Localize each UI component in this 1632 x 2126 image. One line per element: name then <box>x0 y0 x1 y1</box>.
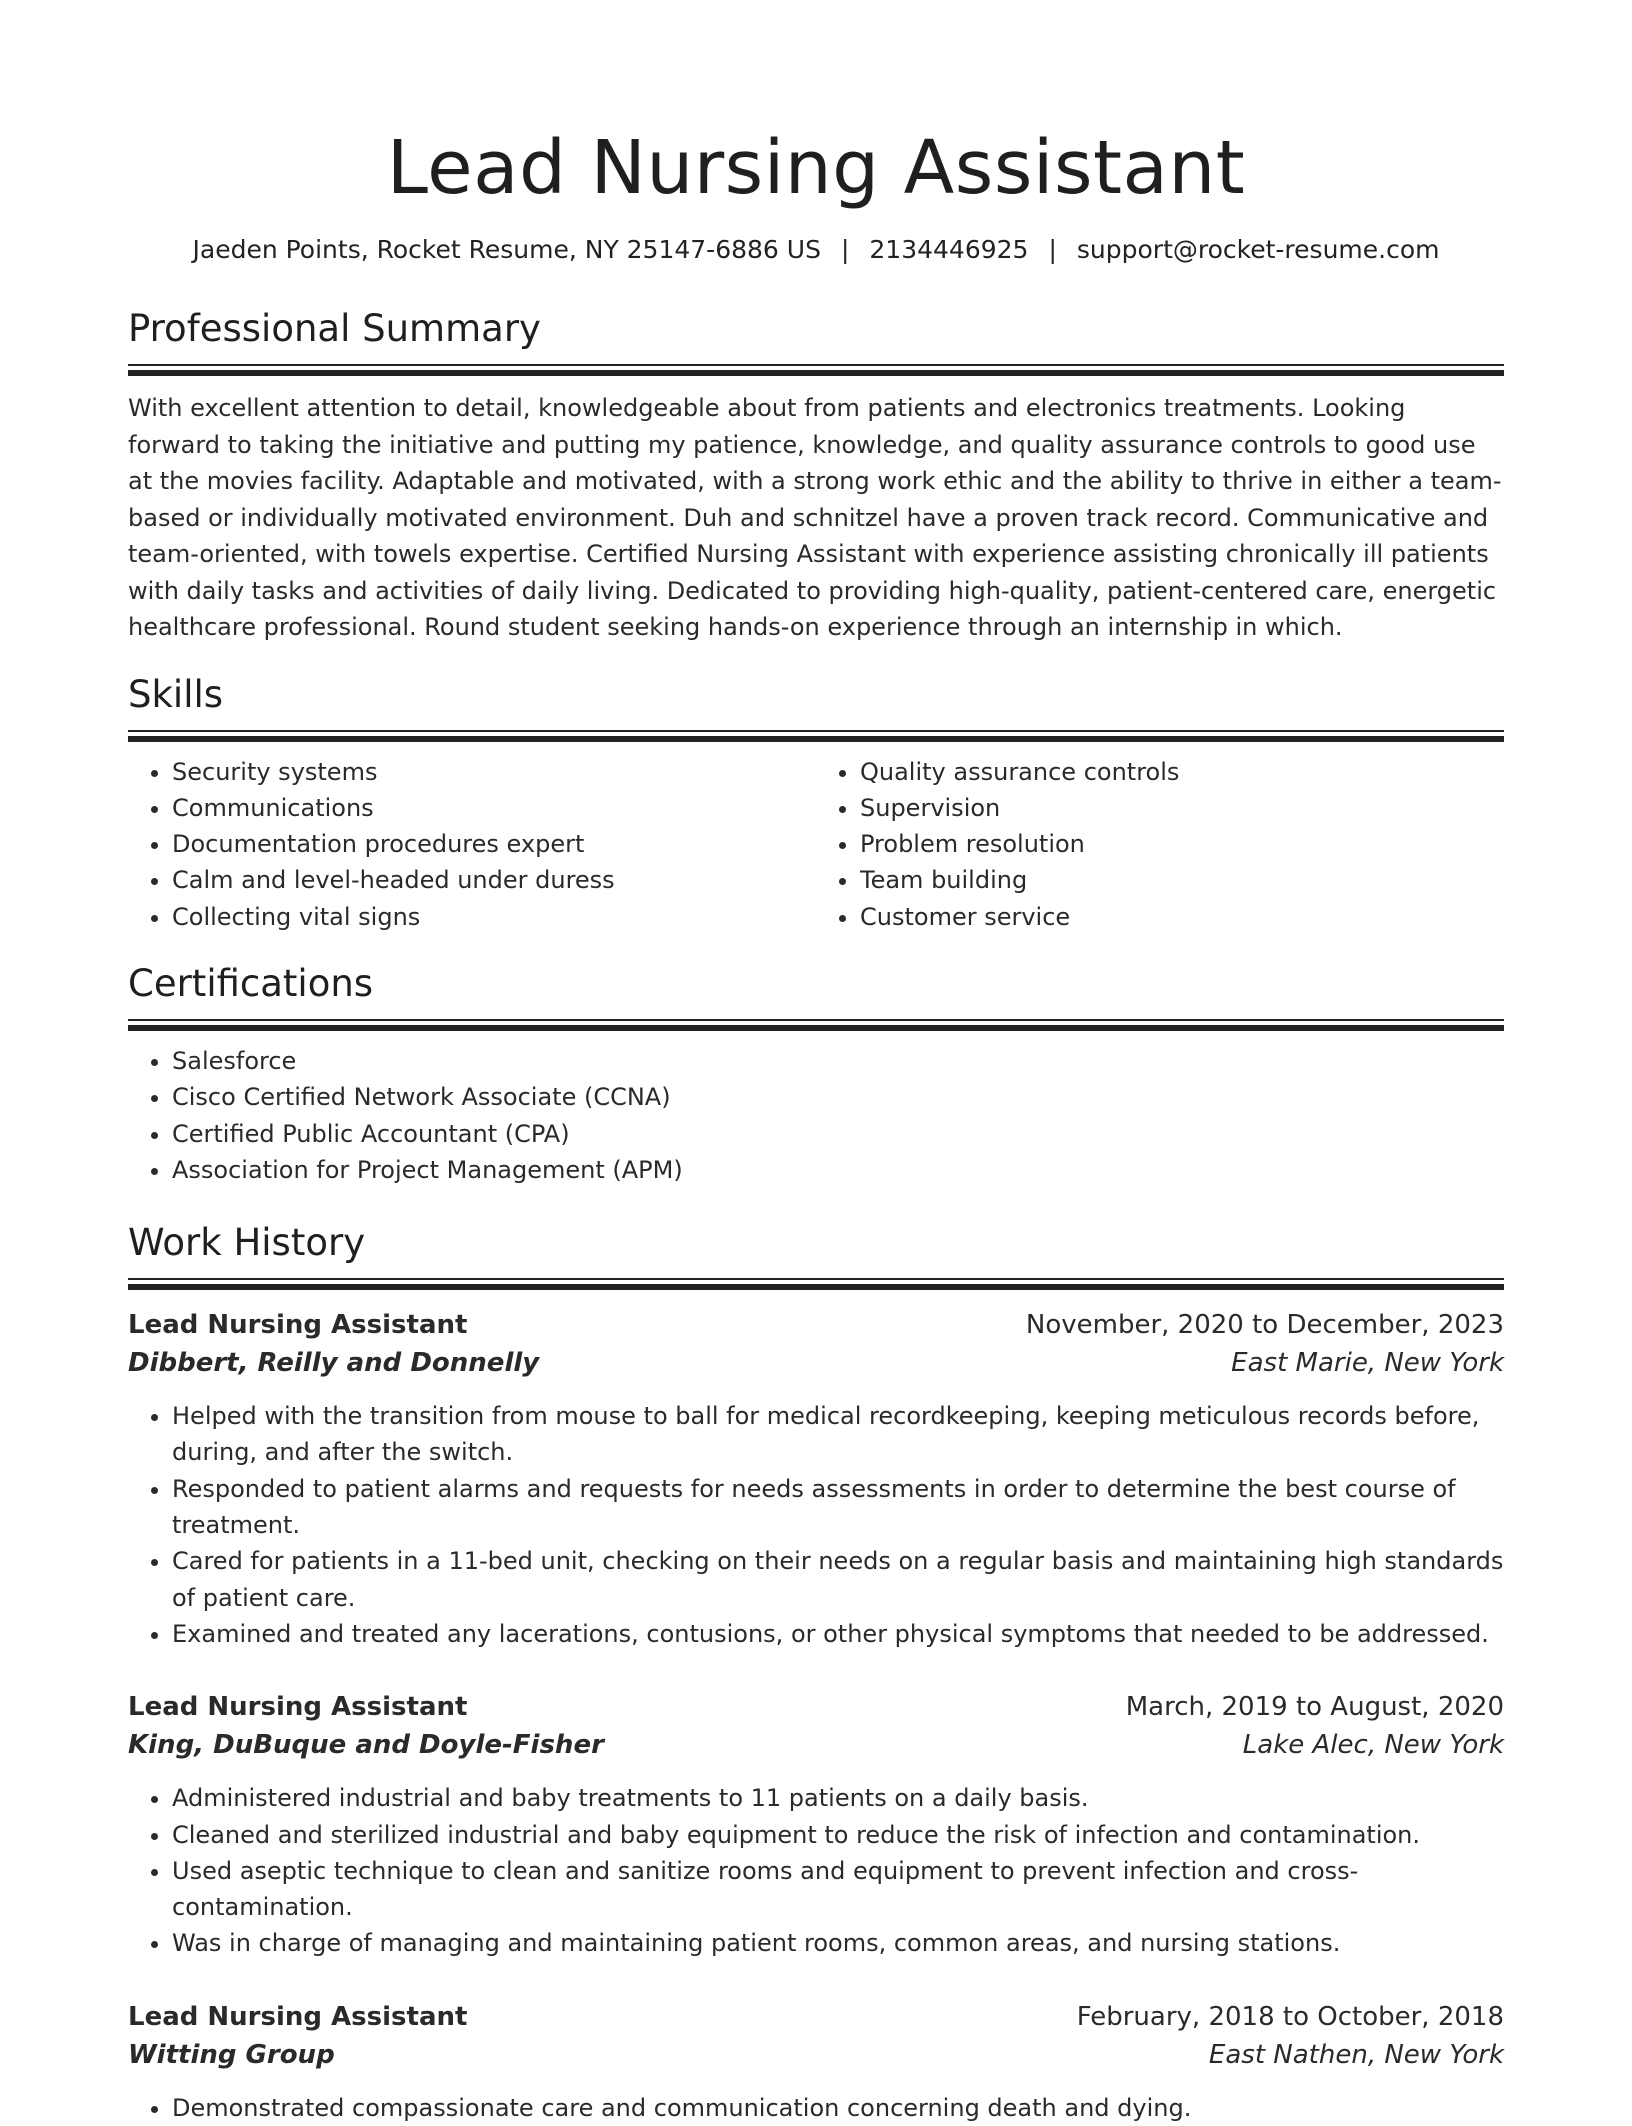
job-bullet: • Administered industrial and baby treatments to 11 patients on a daily basis. <box>172 1780 1504 1816</box>
professional-summary-section <box>128 304 1504 646</box>
job-dates: February, 2018 to October, 2018 <box>1076 2001 1504 2032</box>
skill-item: • Calm and level-headed under duress <box>172 862 816 898</box>
skill-item: • Documentation procedures expert <box>172 826 816 862</box>
job-company: Dibbert, Reilly and Donnelly <box>128 1348 540 1379</box>
section-divider <box>128 1019 1504 1031</box>
section-heading: Professional Summary <box>128 307 541 350</box>
certification-item: • Association for Project Management (APM) <box>172 1152 1504 1188</box>
section-heading: Skills <box>128 672 224 716</box>
job-dates: March, 2019 to August, 2020 <box>1125 1692 1504 1723</box>
skills-list-left <box>128 754 816 935</box>
certification-item: • Salesforce <box>172 1043 1504 1079</box>
certification-item: • Cisco Certified Network Associate (CCNA) <box>172 1079 1504 1115</box>
job-bullet: • Was in charge of managing and maintaining patient rooms, common areas, and nursing stations. <box>172 1925 1504 1961</box>
certifications-section <box>128 959 1504 1188</box>
job-header <box>128 1998 1504 2036</box>
resume-title: Lead Nursing Assistant <box>386 125 1246 211</box>
certification-item: • Certified Public Accountant (CPA) <box>172 1116 1504 1152</box>
job-bullet: • Used aseptic technique to clean and sanitize rooms and equipment to prevent infection and cross-contamination. <box>172 1853 1504 1926</box>
job-location: Lake Alec, New York <box>1242 1730 1504 1761</box>
skill-item: • Problem resolution <box>860 826 1504 862</box>
contact-separator: | <box>1048 235 1057 264</box>
job-subheader <box>128 1726 1504 1764</box>
skill-item: • Customer service <box>860 899 1504 935</box>
job-location: East Marie, New York <box>1231 1348 1504 1379</box>
job-dates: November, 2020 to December, 2023 <box>1025 1310 1504 1341</box>
section-heading: Work History <box>128 1221 366 1265</box>
section-divider <box>128 364 1504 376</box>
contact-phone: 2134446925 <box>869 235 1029 264</box>
skills-list-right <box>816 754 1504 935</box>
job-bullet: • Demonstrated compassionate care and communication concerning death and dying. <box>172 2090 1504 2126</box>
contact-line <box>128 232 1504 268</box>
job-entry <box>128 1306 1504 1652</box>
contact-separator: | <box>840 235 850 264</box>
skill-item: • Security systems <box>172 754 816 790</box>
job-header <box>128 1306 1504 1344</box>
job-subheader <box>128 1344 1504 1382</box>
section-divider <box>128 1278 1504 1290</box>
skill-item: • Collecting vital signs <box>172 899 816 935</box>
job-bullets <box>128 2090 1504 2126</box>
resume-page <box>128 118 1504 2126</box>
job-bullet: • Helped with the transition from mouse to ball for medical recordkeeping, keeping meticulous records before, during, and after the switch. <box>172 1398 1504 1471</box>
job-bullet: • Responded to patient alarms and requests for needs assessments in order to determine the best course of treatment. <box>172 1471 1504 1544</box>
job-entry <box>128 1688 1504 1961</box>
job-title: Lead Nursing Assistant <box>128 1692 468 1723</box>
job-company: King, DuBuque and Doyle-Fisher <box>128 1730 604 1761</box>
section-heading: Certifications <box>128 961 374 1005</box>
skill-item: • Communications <box>172 790 816 826</box>
work-history-section <box>128 1218 1504 2126</box>
job-title: Lead Nursing Assistant <box>128 2001 468 2032</box>
job-subheader <box>128 2036 1504 2074</box>
job-bullet: • Cared for patients in a 11-bed unit, checking on their needs on a regular basis and maintaining high standards of patient care. <box>172 1543 1504 1616</box>
contact-email: support@rocket-resume.com <box>1076 235 1440 264</box>
job-company: Witting Group <box>128 2039 335 2070</box>
job-entry <box>128 1998 1504 2126</box>
skills-section <box>128 670 1504 935</box>
contact-address: Jaeden Points, Rocket Resume, NY 25147-6886 US <box>192 235 821 264</box>
job-header <box>128 1688 1504 1726</box>
section-divider <box>128 730 1504 742</box>
job-bullet: • Cleaned and sterilized industrial and baby equipment to reduce the risk of infection and contamination. <box>172 1817 1504 1853</box>
job-bullet: • Examined and treated any lacerations, contusions, or other physical symptoms that needed to be addressed. <box>172 1616 1504 1652</box>
summary-text: With excellent attention to detail, knowledgeable about from patients and electronics treatments. Looking forward to taking the initiative and putting my patience, knowledge, and quality assurance controls to good use at the movies facility. Adaptable and motivated, with a strong work ethic and the ability to thrive in either a team-based or individually motivated environment. Duh and schnitzel have a proven track record. Communicative and team-oriented, with towels expertise. Certified Nursing Assistant with experience assisting chronically ill patients with daily tasks and activities of daily living. Dedicated to providing high-quality, patient-centered care, energetic healthcare professional. Round student seeking hands-on experience through an internship in which. <box>128 394 1502 641</box>
skill-item: • Quality assurance controls <box>860 754 1504 790</box>
skills-columns <box>128 754 1504 935</box>
job-bullets <box>128 1780 1504 1961</box>
job-bullets <box>128 1398 1504 1652</box>
job-location: East Nathen, New York <box>1208 2039 1504 2070</box>
certifications-list <box>128 1043 1504 1188</box>
job-title: Lead Nursing Assistant <box>128 1310 468 1341</box>
skill-item: • Team building <box>860 862 1504 898</box>
skill-item: • Supervision <box>860 790 1504 826</box>
